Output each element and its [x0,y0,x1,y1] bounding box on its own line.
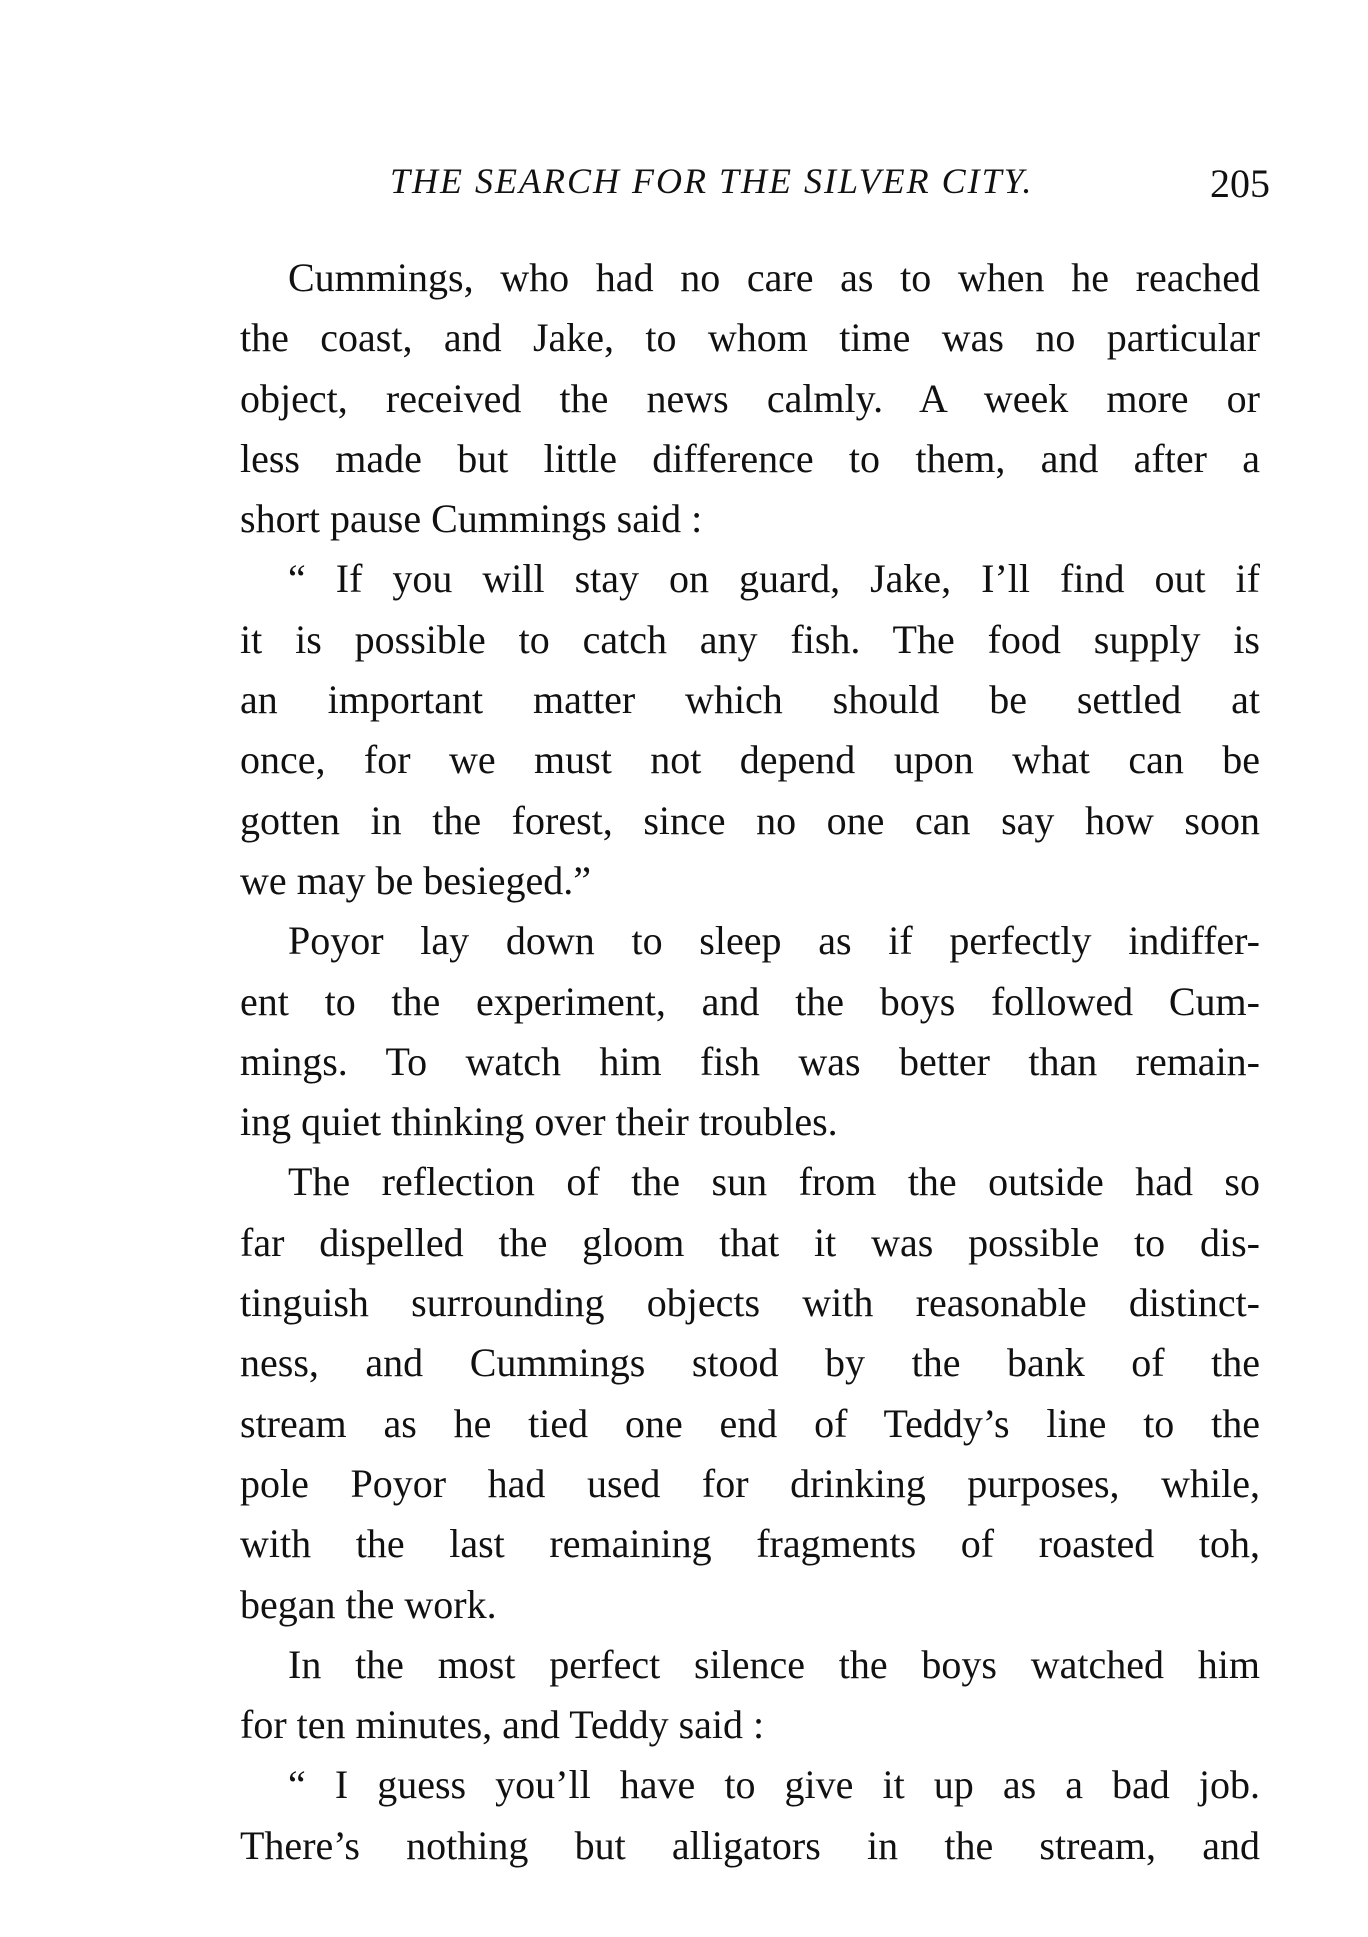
text-line: pole Poyor had used for drinking purposes, while, [240,1460,1260,1506]
text-line: gotten in the forest, since no one can say how soon [240,797,1260,843]
text-line: The reflection of the sun from the outside had so [288,1159,1260,1205]
text-line: we may be besieged.” [240,857,591,903]
text-line: mings. To watch him fish was better than remain- [240,1038,1260,1084]
body-text [240,248,1260,1876]
text-line: There’s nothing but alligators in the stream, and [240,1822,1260,1868]
text-line: short pause Cummings said : [240,496,703,542]
text-line: began the work. [240,1581,497,1627]
text-line: object, received the news calmly. A week more or [240,375,1260,421]
text-line: “ I guess you’ll have to give it up as a bad job. [288,1762,1260,1808]
text-line: In the most perfect silence the boys watched him [288,1641,1260,1687]
text-line: once, for we must not depend upon what can be [240,737,1260,783]
text-line: Cummings, who had no care as to when he reached [288,255,1260,300]
text-line: for ten minutes, and Teddy said : [240,1702,765,1748]
text-line: ness, and Cummings stood by the bank of the [240,1340,1260,1386]
text-line: ing quiet thinking over their troubles. [240,1099,838,1145]
page-number: 205 [1210,161,1270,206]
text-line: Poyor lay down to sleep as if perfectly indiffer- [288,918,1260,964]
text-line: tinguish surrounding objects with reasonable distinct- [240,1280,1260,1326]
text-line: with the last remaining fragments of roasted toh, [240,1521,1260,1567]
text-line: the coast, and Jake, to whom time was no particular [240,315,1260,361]
text-line: less made but little difference to them, and after a [240,435,1260,481]
text-line: ent to the experiment, and the boys followed Cum- [240,978,1260,1024]
text-line: “ If you will stay on guard, Jake, I’ll find out if [288,556,1260,602]
text-line: it is possible to catch any fish. The food supply is [240,616,1260,662]
running-title: THE SEARCH FOR THE SILVER CITY. [390,161,1034,201]
running-head [390,160,1270,220]
text-line: an important matter which should be settled at [240,677,1260,723]
text-line: stream as he tied one end of Teddy’s line to the [240,1400,1260,1446]
text-line: far dispelled the gloom that it was possible to dis- [240,1219,1260,1265]
